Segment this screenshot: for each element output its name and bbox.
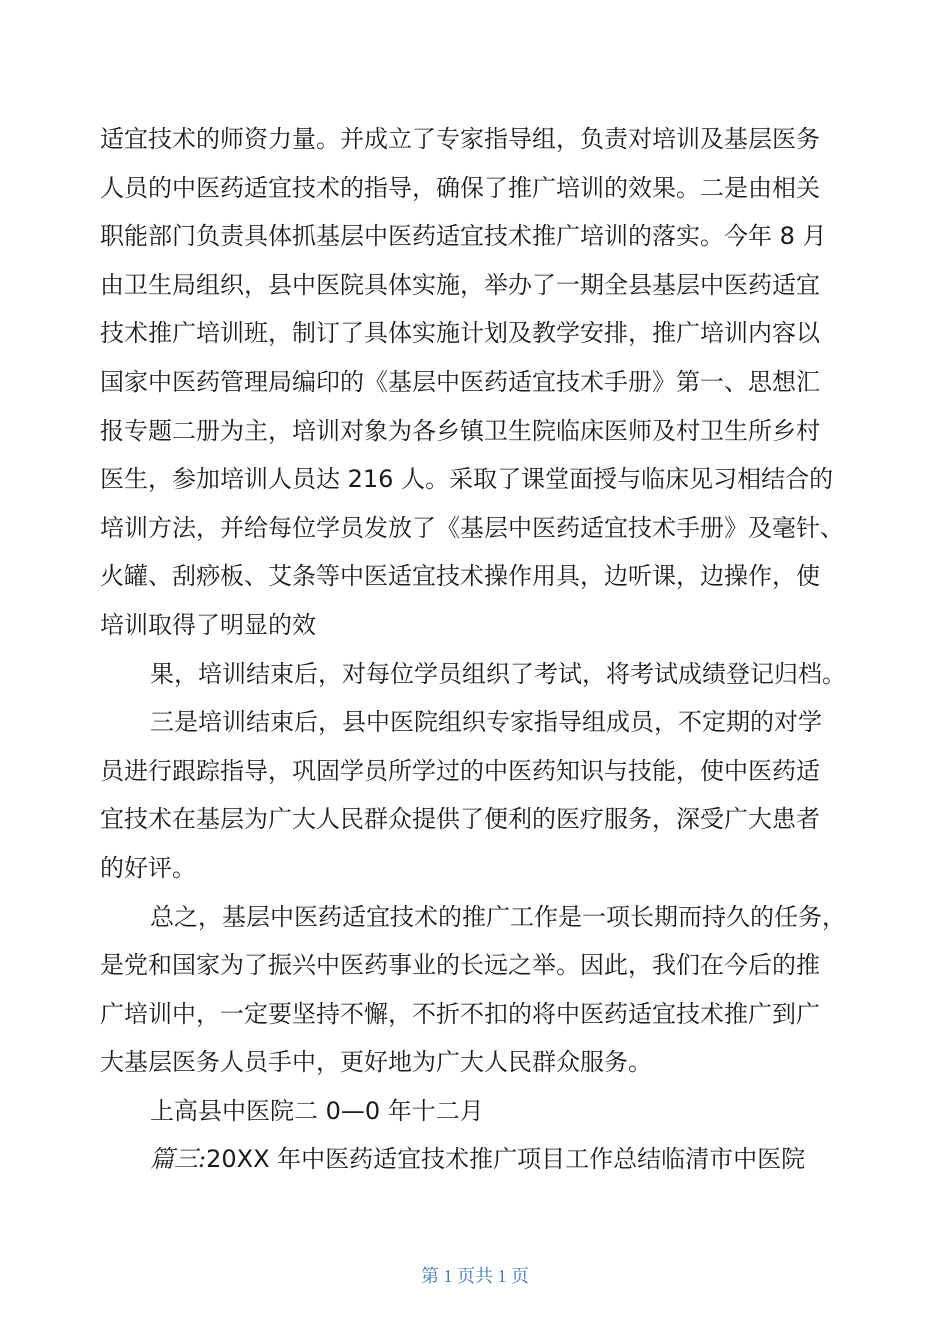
text-line: 员进行跟踪指导，巩固学员所学过的中医药知识与技能，使中医药适 xyxy=(100,756,820,785)
text-line: 大基层医务人员手中，更好地为广大人民群众服务。 xyxy=(100,1048,652,1077)
text-line: 培训方法，并给每位学员发放了《基层中医药适宜技术手册》及毫针、 xyxy=(100,513,844,542)
section-heading xyxy=(100,1135,860,1184)
text-line: 适宜技术的师资力量。并成立了专家指导组，负责对培训及基层医务 xyxy=(100,125,820,153)
text-line: 广培训中，一定要坚持不懈，不折不扣的将中医药适宜技术推广到广 xyxy=(100,999,820,1028)
text-line: 技术推广培训班，制订了具体实施计划及教学安排，推广培训内容以 xyxy=(100,319,820,348)
signature-line: 上高县中医院二 0—0 年十二月 xyxy=(150,1096,484,1125)
text-line: 总之，基层中医药适宜技术的推广工作是一项长期而持久的任务， xyxy=(150,902,846,931)
text-line: 培训取得了明显的效 xyxy=(100,610,316,639)
text-line: 是党和国家为了振兴中医药事业的长远之举。因此，我们在今后的推 xyxy=(100,951,820,980)
text-line: 由卫生局组织，县中医院具体实施，举办了一期全县基层中医药适宜 xyxy=(100,270,820,299)
text-line: 果，培训结束后，对每位学员组织了考试，将考试成绩登记归档。 xyxy=(150,659,846,688)
text-line: 报专题二册为主，培训对象为各乡镇卫生院临床医师及村卫生所乡村 xyxy=(100,416,820,445)
text-line: 国家中医药管理局编印的《基层中医药适宜技术手册》第一、思想汇 xyxy=(100,367,820,396)
text-line: 宜技术在基层为广大人民群众提供了便利的医疗服务，深受广大患者 xyxy=(100,805,820,834)
section-prefix: 篇三: xyxy=(150,1145,207,1174)
text-line: 人员的中医药适宜技术的指导，确保了推广培训的效果。二是由相关 xyxy=(100,173,820,202)
document-body xyxy=(100,115,860,1184)
text-line: 火罐、刮痧板、艾条等中医适宜技术操作用具，边听课，边操作，使 xyxy=(100,562,820,591)
text-line: 三是培训结束后，县中医院组织专家指导组成员，不定期的对学 xyxy=(150,708,822,737)
text-line: 职能部门负责具体抓基层中医药适宜技术推广培训的落实。今年 8 月 xyxy=(100,222,827,251)
section-title: 20XX 年中医药适宜技术推广项目工作总结临清市中医院 xyxy=(206,1145,806,1174)
page-footer: 第 1 页共 1 页 xyxy=(421,1266,529,1286)
text-line: 医生，参加培训人员达 216 人。采取了课堂面授与临床见习相结合的 xyxy=(100,465,834,494)
text-line: 的好评。 xyxy=(100,853,196,882)
